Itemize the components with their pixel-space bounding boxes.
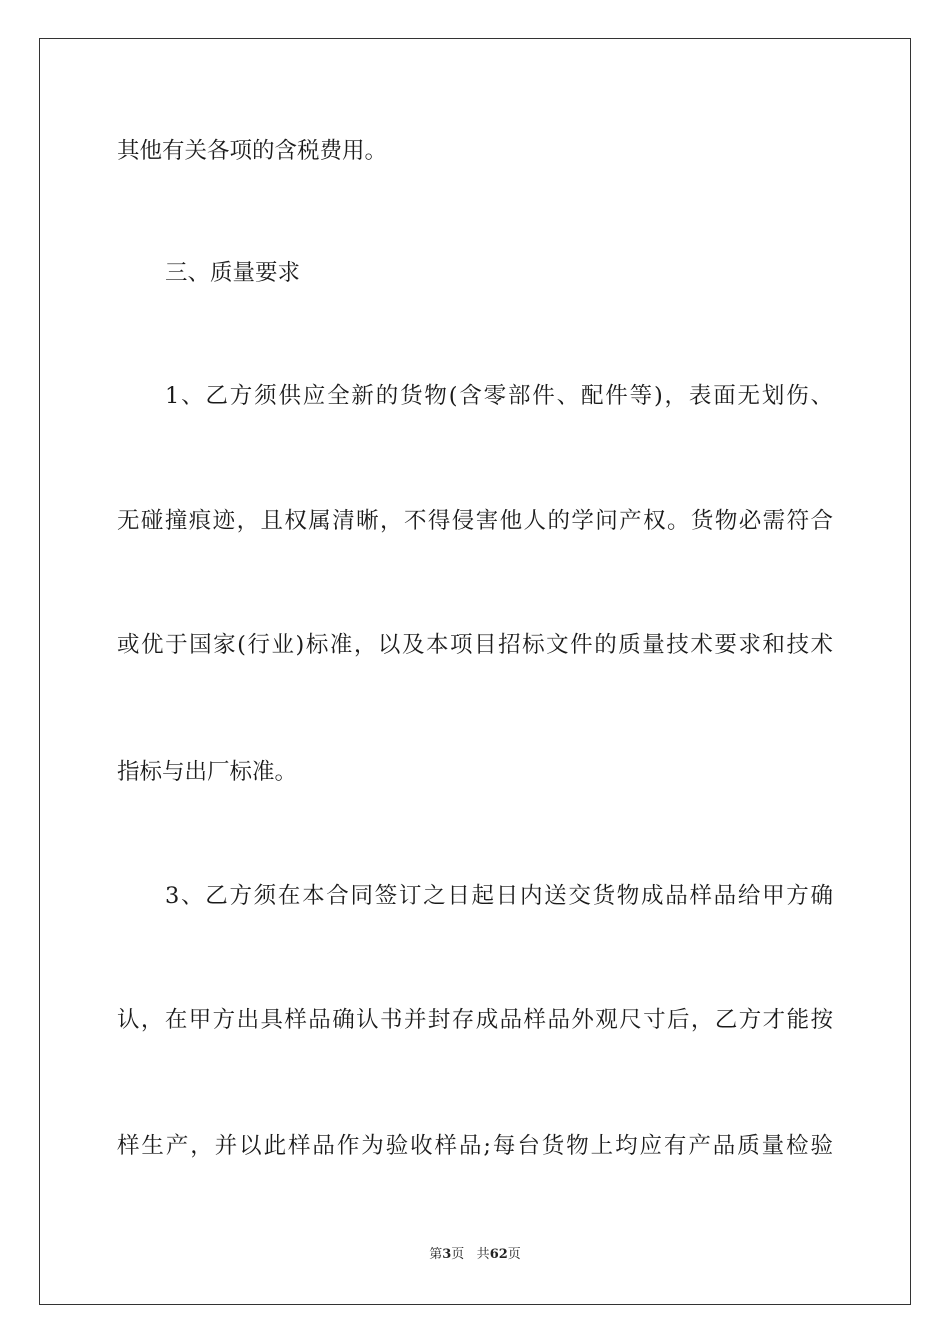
paragraph-line-8: 认，在甲方出具样品确认书并封存成品样品外观尺寸后，乙方才能按	[117, 1007, 833, 1033]
paragraph-line-9: 样生产，并以此样品作为验收样品;每台货物上均应有产品质量检验	[117, 1133, 833, 1159]
total-prefix: 共	[476, 1247, 490, 1262]
page-suffix: 页	[451, 1247, 465, 1262]
total-pages: 62	[489, 1247, 508, 1262]
paragraph-line-1: 其他有关各项的含税费用。	[117, 138, 388, 164]
total-suffix: 页	[507, 1247, 521, 1262]
paragraph-line-3: 1、乙方须供应全新的货物(含零部件、配件等)，表面无划伤、	[165, 383, 833, 409]
page-border	[39, 38, 911, 1305]
page-footer	[0, 1246, 950, 1264]
paragraph-line-4: 无碰撞痕迹，且权属清晰，不得侵害他人的学问产权。货物必需符合	[117, 508, 833, 534]
paragraph-line-5: 或优于国家(行业)标准，以及本项目招标文件的质量技术要求和技术	[117, 632, 833, 658]
page-number: 3	[442, 1247, 452, 1262]
page-prefix: 第	[429, 1247, 443, 1262]
paragraph-line-6: 指标与出厂标准。	[117, 759, 298, 785]
section-heading-quality: 三、质量要求	[165, 260, 301, 286]
paragraph-line-7: 3、乙方须在本合同签订之日起日内送交货物成品样品给甲方确	[165, 883, 833, 909]
